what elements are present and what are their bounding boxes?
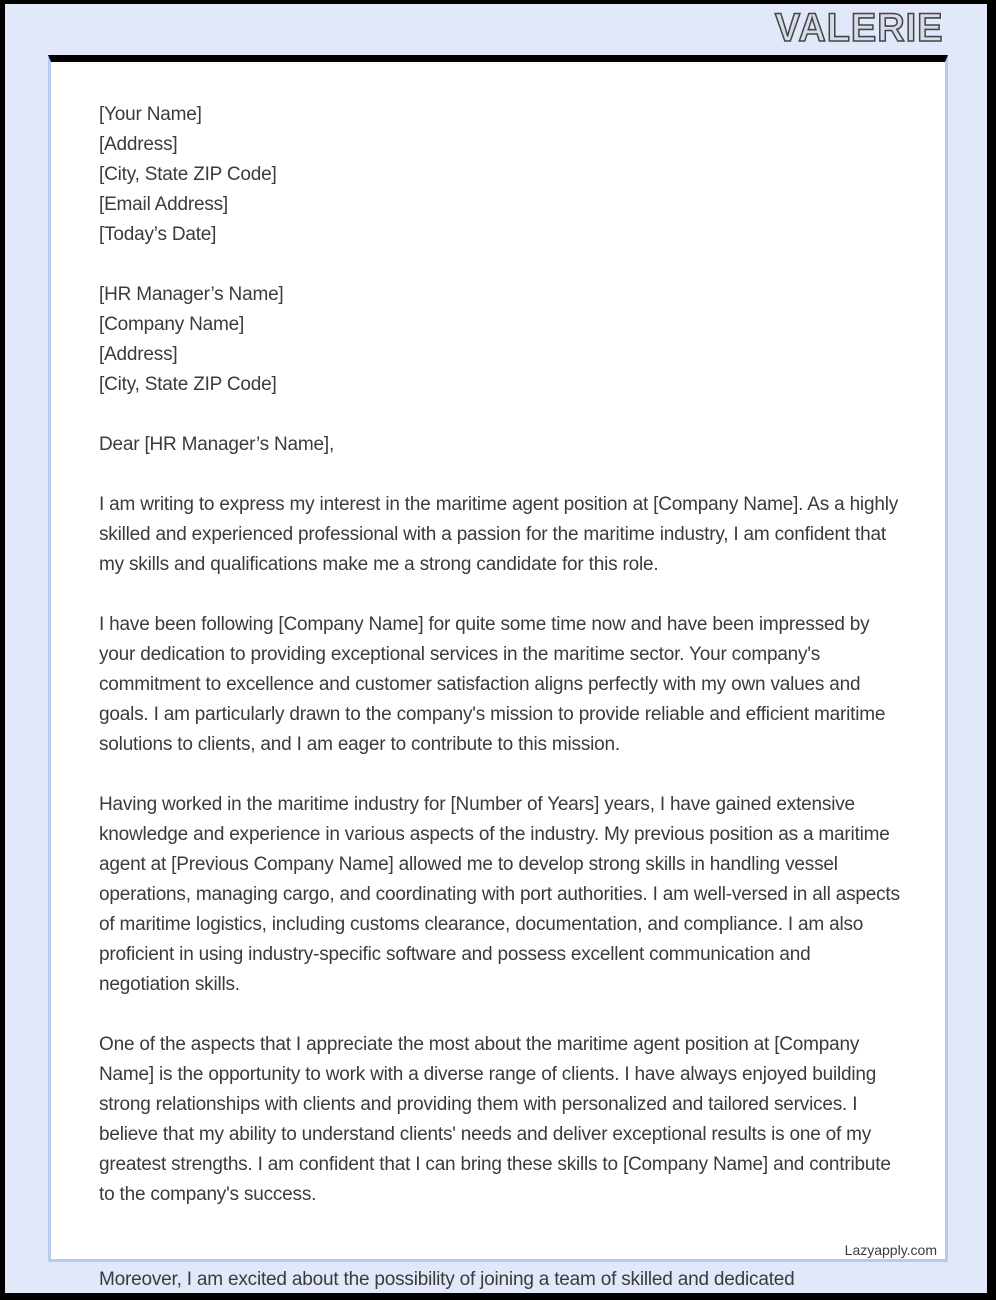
letter-content: [51, 62, 945, 1210]
letter-paragraph-4: One of the aspects that I appreciate the most about the maritime agent position at [Company Name] is the opportunity to work with a diverse range of clients. I have always enjoyed building strong relationships with clients and providing them with personalized and tailored services. I believe that my ability to understand clients' needs and deliver exceptional results is one of my greatest strengths. I am confident that I can bring these skills to [Company Name] and contribute to the company's success.: [99, 1034, 891, 1205]
letter-paragraph-3: Having worked in the maritime industry for [Number of Years] years, I have gained extensive knowledge and experience in various aspects of the industry. My previous position as a maritime agent at [Previous Company Name] allowed me to develop strong skills in handling vessel operations, managing cargo, and coordinating with port authorities. I am well-versed in all aspects of maritime logistics, including customs clearance, documentation, and compliance. I am also proficient in using industry-specific software and possess excellent communication and negotiation skills.: [99, 794, 900, 995]
recipient-company-line: [Company Name]: [99, 314, 245, 335]
cover-letter-page: [48, 55, 948, 1262]
sender-block: [99, 100, 901, 250]
sender-date-line: [Today’s Date]: [99, 224, 217, 245]
recipient-block: [99, 280, 901, 400]
sender-name-line: [Your Name]: [99, 104, 202, 125]
sender-address-line: [Address]: [99, 134, 178, 155]
letter-paragraph-1: I am writing to express my interest in the maritime agent position at [Company Name]. As a highly skilled and experienced professional with a passion for the maritime industry, I am confident that my skills and qualifications make me a strong candidate for this role.: [99, 494, 899, 575]
sender-city-line: [City, State ZIP Code]: [99, 164, 277, 185]
salutation: Dear [HR Manager’s Name],: [99, 434, 335, 455]
sender-email-line: [Email Address]: [99, 194, 228, 215]
template-logo: VALERIE: [774, 6, 943, 50]
next-page-preview-text: Moreover, I am excited about the possibility of joining a team of skilled and dedicated: [99, 1269, 795, 1290]
letter-paragraph-2: I have been following [Company Name] for quite some time now and have been impressed by your dedication to providing exceptional services in the maritime sector. Your company's commitment to excellence and customer satisfaction aligns perfectly with my own values and goals. I am particularly drawn to the company's mission to provide reliable and efficient maritime solutions to clients, and I am eager to contribute to this mission.: [99, 614, 886, 755]
recipient-name-line: [HR Manager’s Name]: [99, 284, 284, 305]
lazyapply-link[interactable]: Lazyapply.com: [844, 1242, 937, 1258]
recipient-address-line: [Address]: [99, 344, 178, 365]
recipient-city-line: [City, State ZIP Code]: [99, 374, 277, 395]
